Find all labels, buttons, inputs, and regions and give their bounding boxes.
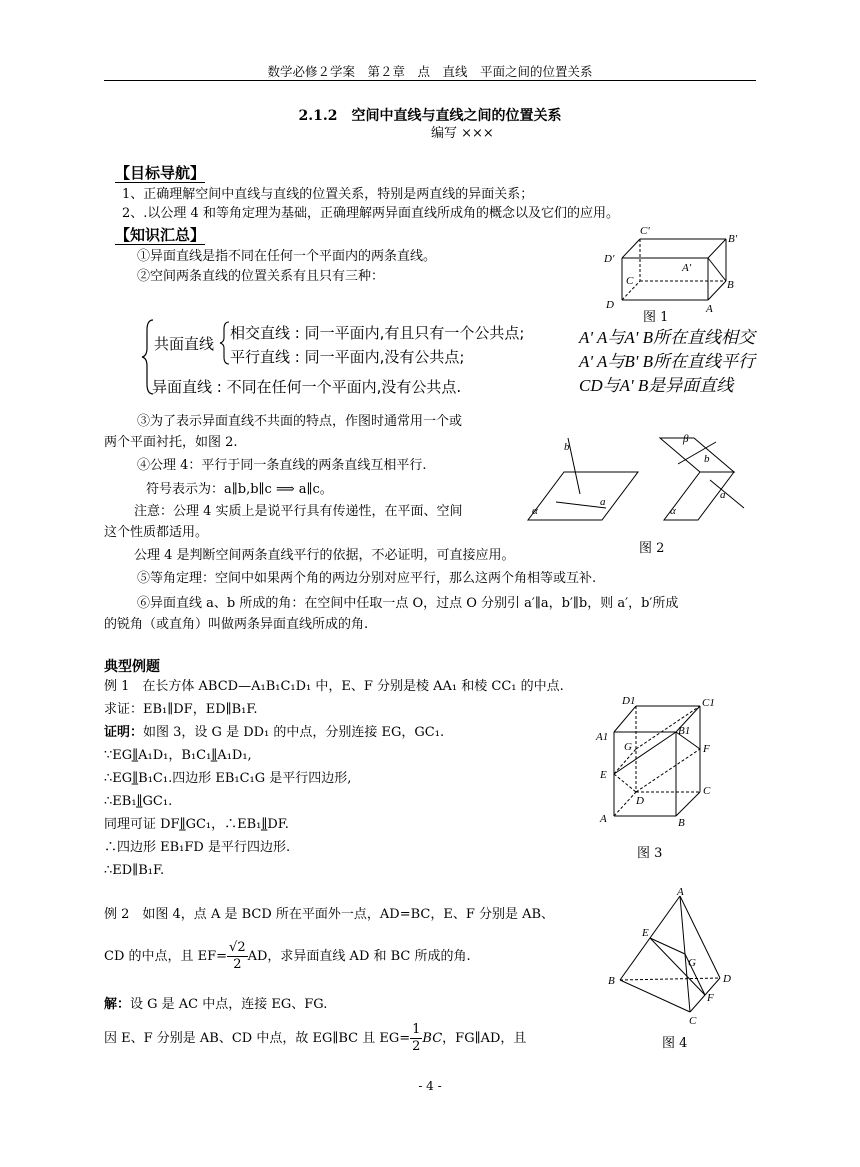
- coplanar-label: 共面直线: [154, 335, 215, 353]
- figure-2-caption: 图 2: [639, 541, 665, 556]
- knowledge-p4use: 公理 4 是判断空间两条直线平行的依据，不必证明，可直接应用。: [134, 548, 515, 563]
- author-line: 编写 ×××: [431, 126, 494, 141]
- fig3-label-f: F: [703, 743, 710, 755]
- fig1-note-2: A' A与B' B所在直线平行: [579, 352, 756, 371]
- figure-4-tetrahedron: [604, 886, 754, 1026]
- examples-heading: 典型例题: [104, 659, 160, 675]
- one-half-fraction: $\frac{1}{2}$: [412, 1022, 421, 1054]
- goal-heading: 【目标导航】: [115, 164, 206, 182]
- fig3-label-e: E: [600, 769, 607, 781]
- fig3-label-b1: B1: [678, 725, 691, 737]
- intersect-row: 相交直线 : 同一平面内,有且只有一个公共点;: [230, 324, 525, 342]
- fig2-label-alpha-right: α: [670, 505, 676, 517]
- fig3-label-c1: C1: [702, 697, 715, 709]
- ex1-line-6: ∴EB₁∥̳GC₁.: [104, 794, 173, 809]
- knowledge-p3a: ③为了表示异面直线不共面的特点，作图时通常用一个或: [137, 414, 463, 429]
- figure-1-caption: 图 1: [643, 310, 669, 325]
- fig4-label-e: E: [642, 927, 649, 939]
- sqrt2-over-2-fraction: $\frac{√2}{2}$: [229, 940, 246, 972]
- ex1-line-4: ∵EG∥̳A₁D₁，B₁C₁∥̳A₁D₁,: [104, 748, 252, 763]
- header-rule: [104, 80, 756, 81]
- page-title: 2.1.2 空间中直线与直线之间的位置关系: [298, 108, 562, 124]
- figure-1-box: [596, 222, 746, 314]
- ex2-line-2: CD 的中点，且 EF= $\frac{√2}{2}$ AD，求异面直线 AD 和 BC 所成的角.: [104, 940, 471, 972]
- goal-item-2: 2、.以公理 4 和等角定理为基础，正确理解两异面直线所成角的概念以及它们的应用。: [122, 206, 619, 221]
- knowledge-p5: ⑤等角定理：空间中如果两个角的两边分别对应平行，那么这两个角相等或互补.: [137, 571, 597, 586]
- page-number: - 4 -: [418, 1079, 442, 1093]
- knowledge-p4: ④公理 4：平行于同一条直线的两条直线互相平行.: [137, 458, 427, 473]
- knowledge-p6b: 的锐角（或直角）叫做两条异面直线所成的角.: [104, 617, 369, 632]
- fig3-label-c: C: [703, 785, 711, 797]
- fig1-label-a: A: [706, 303, 713, 314]
- ex1-line-7: 同理可证 DF∥̳GC₁，∴EB₁∥̳DF.: [104, 817, 289, 832]
- ex1-line-2: 求证：EB₁∥DF，ED∥B₁F.: [104, 702, 258, 717]
- figure-4-caption: 图 4: [662, 1036, 688, 1051]
- fig1-label-b1: B′: [728, 233, 738, 245]
- fig1-label-c1: C′: [640, 225, 650, 237]
- parallel-row: 平行直线 : 同一平面内,没有公共点;: [230, 348, 465, 366]
- fig3-label-d: D: [636, 795, 644, 807]
- fig3-label-a1: A1: [596, 731, 609, 743]
- ex2-line-3: 解：设 G 是 AC 中点，连接 EG、FG.: [104, 997, 328, 1012]
- knowledge-p2: ②空间两条直线的位置关系有且只有三种：: [137, 269, 385, 284]
- fig3-label-b: B: [678, 817, 685, 829]
- ex1-line-9: ∴ED∥B₁F.: [104, 863, 165, 878]
- running-header: 数学必修２学案 第２章 点 直线 平面之间的位置关系: [267, 64, 593, 79]
- fig2-label-a-right: a: [720, 489, 726, 501]
- figure-2-planes: [520, 428, 760, 534]
- fig4-label-b: B: [608, 975, 615, 987]
- fig2-label-alpha-left: α: [532, 505, 538, 517]
- ex1-line-8: ∴四边形 EB₁FD 是平行四边形.: [104, 840, 291, 855]
- fig3-label-a: A: [600, 813, 607, 825]
- goal-item-1: 1、正确理解空间中直线与直线的位置关系，特别是两直线的异面关系；: [122, 187, 534, 202]
- knowledge-note2: 这个性质都适用。: [104, 525, 209, 540]
- fig2-label-beta: β: [683, 433, 689, 445]
- fig3-label-d1: D1: [622, 695, 636, 707]
- fig4-label-g: G: [688, 957, 696, 969]
- ex1-line-1: 例 1 在长方体 ABCD—A₁B₁C₁D₁ 中，E、F 分别是棱 AA₁ 和棱 CC₁ 的中点.: [104, 679, 564, 694]
- fig3-label-g: G: [624, 741, 632, 753]
- knowledge-note1: 注意：公理 4 实质上是说平行具有传递性，在平面、空间: [134, 504, 463, 519]
- fig2-label-b-left: b: [564, 441, 570, 453]
- figure-3-cuboid: [592, 694, 732, 830]
- fig4-label-c: C: [689, 1015, 697, 1026]
- fig1-label-a1: A′: [682, 262, 692, 274]
- knowledge-p1: ①异面直线是指不同在任何一个平面内的两条直线。: [137, 249, 437, 264]
- knowledge-p3b: 两个平面衬托，如图 2.: [104, 435, 238, 450]
- knowledge-p4sym: 符号表示为：a∥b,b∥c ⟹ a∥c。: [146, 482, 333, 497]
- ex2-line-1: 例 2 如图 4，点 A 是 BCD 所在平面外一点，AD=BC，E、F 分别是 AB、: [104, 907, 555, 922]
- ex1-line-5: ∴EG∥̳B₁C₁.四边形 EB₁C₁G 是平行四边形,: [104, 771, 352, 786]
- knowledge-p6a: ⑥异面直线 a、b 所成的角：在空间中任取一点 O，过点 O 分别引 a′∥a，b′∥b，则 a′，b′所成: [137, 596, 679, 611]
- fig2-label-a-left: a: [600, 496, 606, 508]
- fig1-note-3: CD与A' B是异面直线: [579, 376, 734, 395]
- skew-row: 异面直线 : 不同在任何一个平面内,没有公共点.: [152, 378, 462, 396]
- fig1-note-1: A' A与A' B所在直线相交: [579, 328, 756, 347]
- fig4-label-a: A: [677, 886, 684, 898]
- fig1-label-b: B: [727, 279, 734, 291]
- fig2-label-b-right: b: [704, 453, 710, 465]
- fig1-label-d: D: [606, 299, 614, 311]
- fig4-label-f: F: [707, 992, 714, 1004]
- figure-3-caption: 图 3: [637, 846, 663, 861]
- fig4-label-d: D: [723, 973, 731, 985]
- fig1-label-c: C: [626, 275, 634, 287]
- fig1-label-d1: D′: [604, 253, 615, 265]
- knowledge-heading: 【知识汇总】: [115, 226, 206, 244]
- ex1-line-3: 证明：如图 3，设 G 是 DD₁ 的中点，分别连接 EG，GC₁.: [104, 725, 445, 740]
- ex2-line-4: 因 E、F 分别是 AB、CD 中点，故 EG∥BC 且 EG= $\frac{1}{2}$ BC，FG∥AD，且: [104, 1022, 527, 1054]
